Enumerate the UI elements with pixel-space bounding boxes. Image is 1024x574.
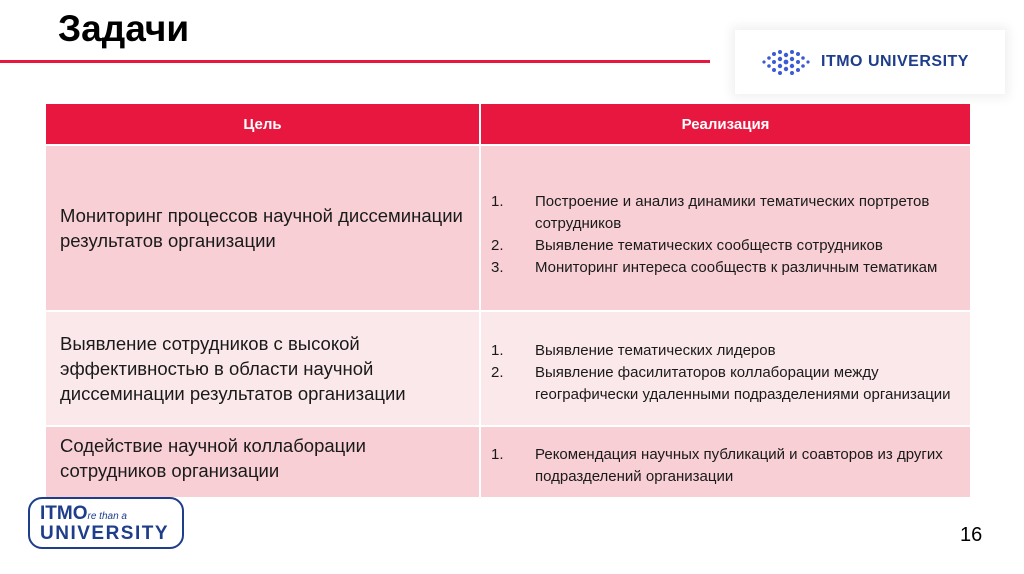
logo-it: IT: [40, 503, 57, 524]
goal-cell: Выявление сотрудников с высокой эффективностью в области научной диссеминации результатов организации: [46, 311, 480, 426]
tasks-table: [46, 104, 970, 497]
table-header-row: [46, 104, 970, 145]
logo-small-text: re than a: [87, 511, 127, 522]
list-item: [491, 191, 958, 235]
itmo-logo-bottom: [28, 497, 184, 549]
goal-cell: Мониторинг процессов научной диссеминации результатов организации: [46, 145, 480, 311]
implementation-cell: [480, 311, 970, 426]
implementation-cell: [480, 426, 970, 497]
list-text: Мониторинг интереса сообществ к различным тематикам: [535, 259, 938, 276]
list-number: 2.: [491, 363, 504, 381]
list-item: [491, 444, 958, 488]
implementation-cell: [480, 145, 970, 311]
itmo-logo-text: ITMO UNIVERSITY: [821, 53, 969, 70]
implementation-list: [491, 444, 958, 488]
implementation-list: [491, 340, 958, 406]
list-text: Выявление фасилитаторов коллаборации между географически удаленными подразделениями организации: [535, 363, 951, 403]
list-text: Построение и анализ динамики тематических портретов сотрудников: [535, 193, 930, 232]
list-number: 3.: [491, 259, 504, 276]
goal-cell: Содействие научной коллаборации сотрудников организации: [46, 426, 480, 497]
table-row: [46, 426, 970, 497]
list-number: 1.: [491, 341, 504, 359]
table-row: [46, 145, 970, 311]
itmo-logo-top: [735, 30, 1005, 94]
slide-title: Задачи: [58, 8, 190, 49]
list-text: Выявление тематических сообществ сотрудников: [535, 237, 883, 254]
title-underline: [0, 60, 710, 63]
list-number: 2.: [491, 237, 504, 254]
page-number: 16: [960, 524, 983, 546]
logo-line-2: UNIVERSITY: [40, 523, 170, 544]
header-implementation: Реализация: [480, 104, 970, 145]
table-row: [46, 311, 970, 426]
list-text: Рекомендация научных публикаций и соавторов из других подразделений организации: [535, 446, 943, 485]
logo-mo: MO: [56, 503, 88, 524]
list-item: [491, 257, 958, 279]
logo-line-1: [40, 503, 127, 525]
itmo-dots-icon: [761, 48, 811, 76]
list-item: [491, 340, 958, 362]
list-text: Выявление тематических лидеров: [535, 341, 776, 359]
list-number: 1.: [491, 193, 504, 210]
list-number: 1.: [491, 446, 504, 463]
header-goal: Цель: [46, 104, 480, 145]
list-item: [491, 235, 958, 257]
list-item: [491, 362, 958, 406]
implementation-list: [491, 191, 958, 279]
